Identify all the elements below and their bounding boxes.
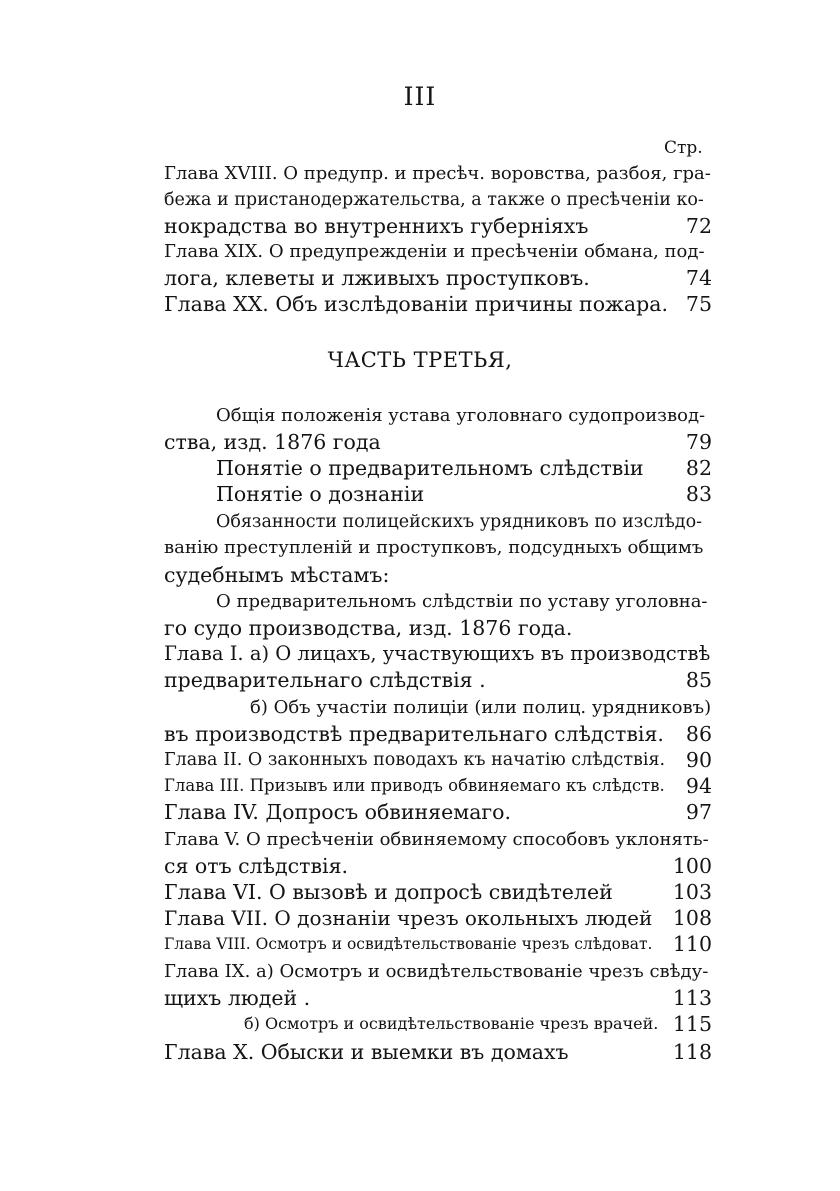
toc-line-page: 82 — [685, 456, 712, 480]
toc-line-page: 74 — [685, 266, 712, 290]
toc-line-page: 86 — [685, 722, 712, 746]
toc-line-text: б) Осмотръ и освидѣтельствованіе чрезъ врачей. — [244, 1014, 659, 1033]
toc-line — [164, 614, 712, 642]
toc-line-text: О предварительномъ слѣдствіи по уставу уголовна- — [216, 591, 708, 612]
toc-line-text: щихъ людей . — [164, 986, 311, 1010]
toc-line-page: 83 — [685, 482, 712, 506]
toc-line-text: Глава V. О пресѣченіи обвиняемому способовъ уклонять- — [164, 829, 709, 850]
page-column-header: Стр. — [664, 138, 703, 158]
toc-line-text: Глава VI. О вызовѣ и допросѣ свидѣтелей — [164, 880, 613, 904]
toc-line — [164, 930, 712, 958]
toc-line-text: ства, изд. 1876 года — [164, 430, 381, 454]
toc-line — [216, 480, 712, 508]
toc-line-page: 79 — [685, 430, 712, 454]
toc-line-text: Понятіе о дознаніи — [216, 482, 425, 506]
toc-line-text: въ производствѣ предварительнаго слѣдствія. — [164, 722, 664, 746]
toc-line — [164, 640, 712, 668]
toc-line — [164, 428, 712, 456]
toc-line — [164, 186, 712, 214]
toc-line-page: 94 — [685, 774, 712, 798]
toc-line-text: судебнымъ мѣстамъ: — [164, 563, 390, 587]
toc-line-page: 103 — [672, 880, 712, 904]
toc-line — [164, 561, 712, 589]
toc-line-page: 100 — [672, 854, 712, 878]
toc-line-text: Глава IX. а) Осмотръ и освидѣтельствованіе чрезъ свѣду- — [164, 961, 709, 982]
toc-line-page: 110 — [672, 932, 712, 956]
toc-line-text: Глава XX. Объ изслѣдованіи причины пожара. — [164, 292, 668, 316]
toc-line — [164, 772, 712, 800]
toc-line — [216, 588, 712, 616]
toc-line — [164, 984, 712, 1012]
toc-line-text: Глава II. О законныхъ поводахъ къ начатію слѣдствія. — [164, 750, 666, 770]
toc-line-text: Глава III. Призывъ или приводъ обвиняемаго къ слѣдств. — [164, 776, 665, 795]
toc-line-text: Общія положенія устава уголовнаго судопроизвод- — [216, 405, 706, 426]
toc-line — [164, 746, 712, 774]
toc-line-text: Глава XIX. О предупрежденіи и пресѣченіи обмана, под- — [164, 241, 705, 262]
toc-line — [164, 1038, 712, 1066]
toc-line — [164, 878, 712, 906]
toc-line — [164, 290, 712, 318]
toc-line — [164, 852, 712, 880]
toc-line — [250, 694, 712, 722]
page-number: III — [403, 82, 437, 111]
toc-line-text: Понятіе о предварительномъ слѣдствіи — [216, 456, 644, 480]
toc-line — [164, 212, 712, 240]
section-title: ЧАСТЬ ТРЕТЬЯ, — [327, 348, 513, 372]
toc-line — [164, 666, 712, 694]
toc-line-text: го судо производства, изд. 1876 года. — [164, 616, 573, 640]
toc-line-page: 90 — [685, 748, 712, 772]
toc-line — [244, 1010, 712, 1038]
toc-line-text: Глава X. Обыски и выемки въ домахъ — [164, 1040, 569, 1064]
toc-line — [164, 904, 712, 932]
toc-line-text: б) Объ участіи полиціи (или полиц. урядниковъ) — [250, 697, 712, 718]
toc-line-text: бежа и пристанодержательства, а также о пресѣченіи ко- — [164, 190, 704, 210]
toc-line-text: лога, клеветы и лживыхъ проступковъ. — [164, 266, 590, 290]
toc-line-text: ся отъ слѣдствія. — [164, 854, 349, 878]
toc-line-text: предварительнаго слѣдствія . — [164, 668, 486, 692]
toc-line-page: 115 — [672, 1012, 712, 1036]
toc-line-text: Глава VII. О дознаніи чрезъ окольныхъ людей — [164, 906, 653, 930]
toc-line — [164, 720, 712, 748]
toc-line — [164, 534, 712, 562]
toc-line — [164, 264, 712, 292]
toc-line-page: 113 — [672, 986, 712, 1010]
toc-line — [164, 826, 712, 854]
toc-line — [216, 454, 712, 482]
toc-line — [164, 958, 712, 986]
toc-line-text: Глава I. а) О лицахъ, участвующихъ въ производствѣ — [164, 642, 711, 665]
toc-line-page: 72 — [685, 214, 712, 238]
toc-line-text: Глава IV. Допросъ обвиняемаго. — [164, 800, 512, 824]
toc-line-page: 97 — [685, 800, 712, 824]
toc-line-page: 85 — [685, 668, 712, 692]
toc-line-text: ванію преступленій и проступковъ, подсудныхъ общимъ — [164, 537, 704, 558]
toc-line-text: нокрадства во внутреннихъ губерніяхъ — [164, 214, 589, 238]
toc-line — [164, 160, 712, 188]
toc-line — [216, 402, 712, 430]
toc-line — [164, 798, 712, 826]
toc-line-page: 118 — [672, 1040, 712, 1064]
toc-line-page: 108 — [672, 906, 712, 930]
toc-line-page: 75 — [685, 292, 712, 316]
toc-line — [216, 508, 712, 536]
toc-line-text: Глава XVIII. О предупр. и пресѣч. воровства, разбоя, гра- — [164, 163, 711, 184]
toc-line — [164, 238, 712, 266]
toc-line-text: Глава VIII. Осмотръ и освидѣтельствованіе чрезъ слѣдоват. — [164, 935, 653, 953]
toc-line-text: Обязанности полицейскихъ урядниковъ по изслѣдо- — [216, 512, 703, 532]
